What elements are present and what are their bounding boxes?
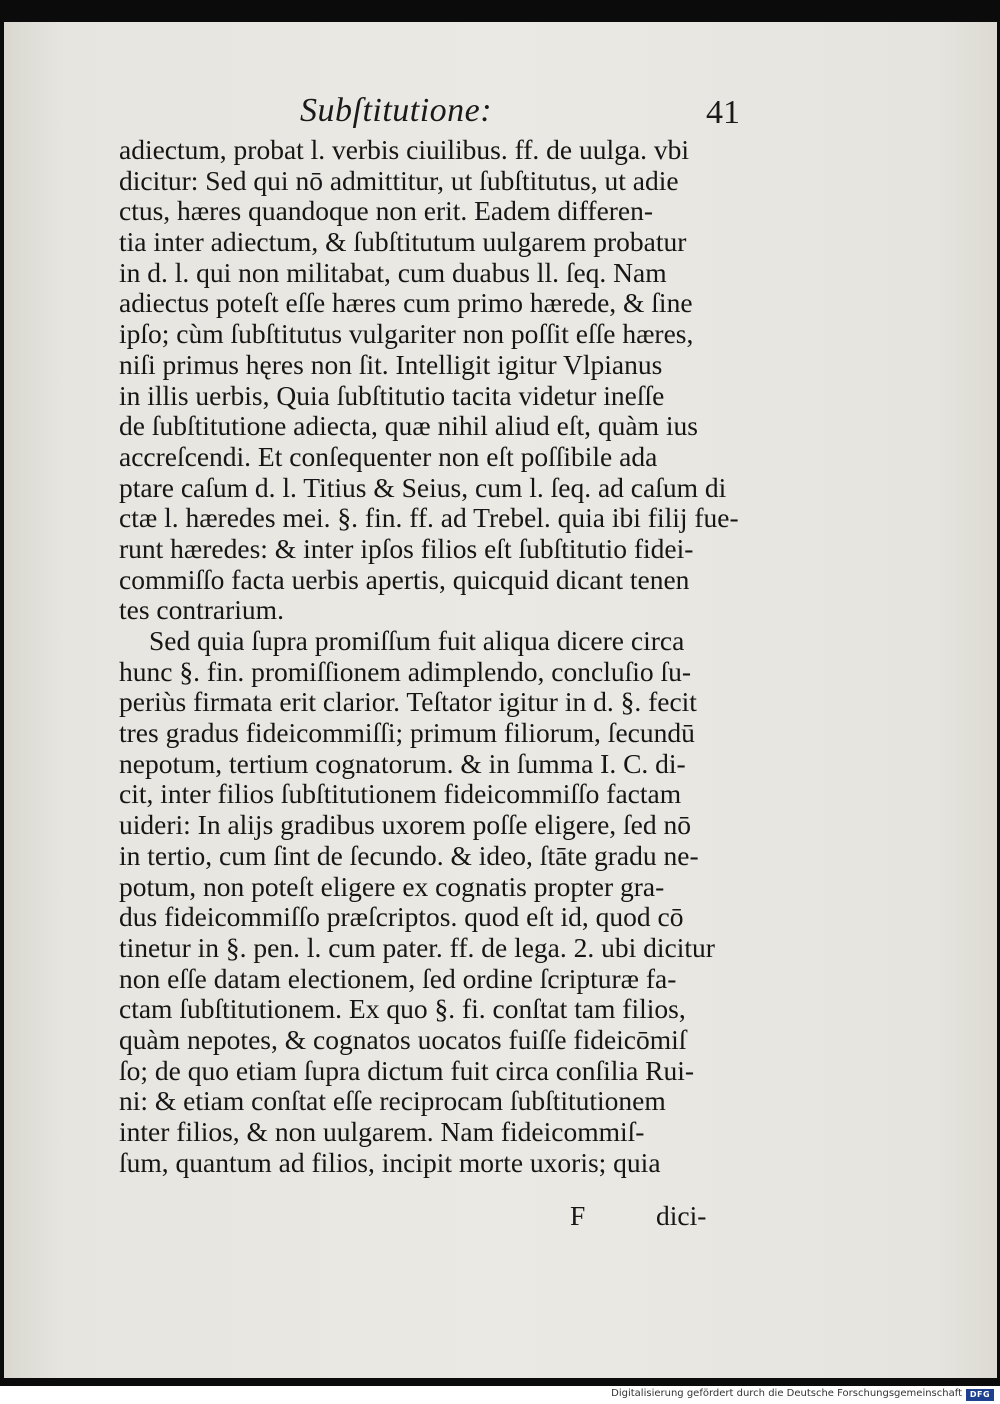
text-line: hunc §. fin. promiſſionem adimplendo, concluſio ſu-: [119, 655, 692, 687]
text-line: quàm nepotes, & cognatos uocatos fuiſſe fideicōmiſ: [119, 1023, 687, 1055]
text-line: ipſo; cùm ſubſtitutus vulgariter non poſſit eſſe hæres,: [119, 318, 694, 350]
text-line: ctæ l. hæredes mei. §. fin. ff. ad Trebel. quia ibi filij fue-: [119, 502, 739, 534]
text-line: in tertio, cum ſint de ſecundo. & ideo, ſtāte gradu ne-: [119, 839, 699, 871]
text-line: periùs firmata erit clarior. Teſtator igitur in d. §. fecit: [119, 686, 697, 718]
text-line: runt hæredes: & inter ipſos filios eſt ſubſtitutio fidei-: [119, 532, 694, 564]
text-line: adiectus poteſt eſſe hæres cum primo hærede, & ſine: [119, 287, 693, 319]
text-line: potum, non poteſt eligere ex cognatis propter gra-: [119, 870, 665, 902]
catchword: dici-: [656, 1200, 707, 1231]
text-line: ni: & etiam conſtat eſſe reciprocam ſubſtitutionem: [119, 1085, 666, 1117]
text-line: accreſcendi. Et conſequenter non eſt poſſibile ada: [119, 440, 658, 472]
text-line: tinetur in §. pen. l. cum pater. ff. de lega. 2. ubi dicitur: [119, 931, 715, 963]
text-line: in d. l. qui non militabat, cum duabus ll. ſeq. Nam: [119, 256, 667, 288]
book-page: [4, 22, 997, 1378]
text-line: ſum, quantum ad filios, incipit morte uxoris; quia: [119, 1146, 661, 1178]
page-number: 41: [706, 94, 740, 131]
signature-mark: F: [570, 1200, 586, 1231]
text-line: uideri: In alijs gradibus uxorem poſſe eligere, ſed nō: [119, 809, 691, 841]
text-line: de ſubſtitutione adiecta, quæ nihil aliud eſt, quàm ius: [119, 410, 698, 442]
text-line: ptare caſum d. l. Titius & Seius, cum l. ſeq. ad caſum di: [119, 471, 727, 503]
text-line: in illis uerbis, Quia ſubſtitutio tacita videtur ineſſe: [119, 379, 665, 411]
footer-bar: [0, 1386, 1000, 1404]
body-text: [119, 135, 739, 1178]
text-line: tres gradus fideicommiſſi; primum filiorum, ſecundū: [119, 717, 695, 749]
text-line: adiectum, probat l. verbis ciuilibus. ff. de uulga. vbi: [119, 134, 689, 165]
running-head: [300, 92, 740, 138]
text-line: Sed quia ſupra promiſſum fuit aliqua dicere circa: [149, 625, 685, 656]
text-line: commiſſo facta uerbis apertis, quicquid dicant tenen: [119, 563, 690, 595]
text-line: niſi primus hęres non ſit. Intelligit igitur Vlpianus: [119, 348, 663, 380]
dfg-logo: DFG: [966, 1389, 994, 1401]
text-line: nepotum, tertium cognatorum. & in ſumma I. C. di-: [119, 747, 686, 779]
text-line: inter filios, & non uulgarem. Nam fideicommiſ-: [119, 1116, 645, 1147]
text-line: cit, inter filios ſubſtitutionem fideicommiſſo factam: [119, 778, 682, 810]
text-line: tia inter adiectum, & ſubſtitutum uulgarem probatur: [119, 226, 687, 258]
page-foot: [564, 1200, 744, 1234]
text-line: dicitur: Sed qui nō admittitur, ut ſubſtitutus, ut adie: [119, 164, 679, 196]
text-line: dus fideicommiſſo præſcriptos. quod eſt id, quod cō: [119, 901, 684, 933]
text-line: ctam ſubſtitutionem. Ex quo §. fi. conſtat tam filios,: [119, 993, 686, 1025]
text-line: non eſſe datam electionem, ſed ordine ſcripturæ fa-: [119, 962, 677, 994]
running-head-title: Subſtitutione:: [300, 92, 493, 129]
text-line: ctus, hæres quandoque non erit. Eadem differen-: [119, 195, 654, 227]
text-line: tes contrarium.: [119, 594, 284, 626]
text-line: ſo; de quo etiam ſupra dictum fuit circa conſilia Rui-: [119, 1054, 695, 1086]
funding-credit: Digitalisierung gefördert durch die Deutsche Forschungsgemeinschaft: [611, 1388, 962, 1399]
